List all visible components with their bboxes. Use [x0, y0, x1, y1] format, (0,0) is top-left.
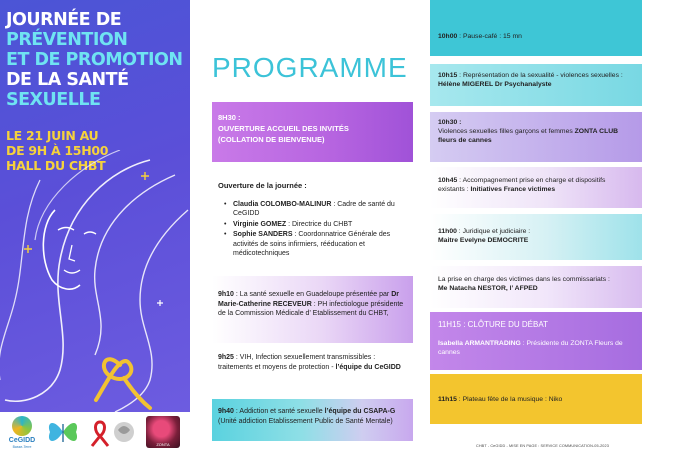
slot-text: : Addiction et santé sexuelle: [233, 408, 325, 415]
poster-title-line: SEXUELLE: [6, 90, 101, 110]
cloture-title: 11H15 : CLÔTURE DU DÉBAT: [438, 320, 548, 329]
schedule-commissariats: [430, 266, 642, 308]
slot-speaker: Initiatives France victimes: [470, 186, 556, 193]
speaker-name: Claudia COLOMBO-MALINUR: [233, 200, 332, 208]
slot-speaker: Dr Marie-Catherine RECEVEUR: [218, 291, 399, 308]
poster-title-line: JOURNÉE DE: [6, 10, 122, 30]
schedule-sante: [212, 276, 413, 343]
schedule-intro: [212, 175, 413, 267]
slot-time: 10h00: [438, 33, 458, 40]
list-item: [224, 230, 407, 259]
partner-logos: [0, 412, 190, 454]
slot-text: : Accompagnement prise en charge et dispositifs existants :: [438, 177, 606, 193]
footer-credit: CHBT - CeGIDD - MISE EN PAGE : SERVICE COMMUNICATION-05-2023: [476, 444, 609, 448]
slot-speaker: ZONTA CLUB fleurs de cannes: [438, 128, 619, 144]
slot-time: 10h45: [438, 177, 458, 184]
slot-sub: (Unité addiction Etablissement Public de Santé Mentale): [218, 417, 393, 425]
slot-time: 11h15: [438, 396, 457, 403]
programme-title: PROGRAMME: [212, 52, 408, 83]
speaker-name: Sophie SANDERS: [233, 231, 293, 238]
intro-speaker-list: [218, 200, 407, 259]
red-ribbon-logo-icon: [86, 416, 138, 448]
slot-text: Violences sexuelles filles garçons et femmes: [438, 128, 575, 135]
slot-time: 10h30 :: [438, 119, 462, 126]
slot-speaker: Me Natacha NESTOR, l’ AFPED: [438, 285, 538, 292]
slot-text: : VIH, Infection sexuellement transmissibles : traitements et moyens de protection -: [218, 354, 376, 371]
poster-title-line: DE LA SANTÉ: [6, 70, 129, 90]
slot-text: La prise en charge des victimes dans les commissariats :: [438, 276, 610, 283]
schedule-cloture: [430, 312, 642, 370]
speaker-role: : Directrice du CHBT: [286, 220, 353, 228]
poster-title: [6, 10, 186, 110]
cegidd-logo-sub: Basse-Terre: [12, 445, 32, 449]
poster-title-line: ET DE PROMOTION: [6, 50, 183, 70]
slot-time: 9h40: [218, 408, 234, 415]
photo-logo-caption: ZONTA: [156, 442, 170, 447]
poster-venue: HALL DU CHBT: [6, 158, 106, 173]
slot-text: : Plateau fête de la musique : Niko: [456, 396, 563, 403]
list-item: [224, 200, 407, 219]
slot-role: : PH infectiologue présidente de la Commission Médicale d’ Etablissement du CHBT,: [218, 300, 404, 317]
slot-time: 10h15: [438, 72, 458, 79]
slot-time: 9h10: [218, 291, 234, 298]
zonta-photo-logo: [146, 416, 180, 448]
slot-speaker: l’équipe du CeGIDD: [335, 363, 401, 371]
schedule-juridique: [430, 214, 642, 260]
speaker-role: : Cadre de santé du CeGIDD: [233, 200, 395, 217]
speaker-role: : Coordonnatrice Générale des activités de soins infirmiers, rééducation et médicotechniques: [233, 231, 391, 257]
poster-panel: [0, 0, 190, 412]
cegidd-emblem-icon: [12, 416, 32, 436]
slot-text: : Pause-café : 15 mn: [457, 33, 522, 40]
slot-speaker: Isabella ARMANTRADING: [438, 340, 521, 347]
schedule-pause: [430, 0, 642, 56]
slot-time: 9h25: [218, 354, 234, 361]
slot-speaker: Maitre Evelyne DEMOCRITE: [438, 237, 529, 244]
poster-date-line: DE 9H À 15H00: [6, 143, 109, 158]
poster-title-line: PRÉVENTION: [6, 30, 128, 50]
schedule-vih: [212, 347, 413, 397]
cegidd-logo: [2, 416, 42, 448]
schedule-accompagnement: [430, 167, 642, 208]
list-item: [224, 220, 407, 230]
speaker-name: Virginie GOMEZ: [233, 220, 287, 228]
opening-line: (COLLATION DE BIENVENUE): [218, 135, 325, 144]
slot-speaker: Hélène MIGEREL Dr Psychanalyste: [438, 81, 552, 88]
butterfly-logo-icon: [46, 416, 80, 448]
slot-text: : Juridique et judiciaire :: [456, 228, 531, 235]
slot-speaker: l’équipe du CSAPA-G: [324, 408, 396, 415]
opening-time: 8H30 :: [218, 113, 241, 122]
intro-heading: Ouverture de la journée :: [218, 181, 307, 190]
schedule-musique: [430, 374, 642, 424]
slot-text: : La santé sexuelle en Guadeloupe présentée par: [233, 291, 390, 298]
cegidd-logo-name: CeGIDD: [8, 437, 36, 444]
schedule-opening: [212, 102, 413, 162]
schedule-csapa: [212, 399, 413, 441]
opening-line: OUVERTURE ACCUEIL DES INVITÉS: [218, 124, 349, 133]
slot-text: : Représentation de la sexualité - violences sexuelles :: [457, 72, 623, 79]
woman-face-illustration: [0, 150, 190, 412]
poster-date-line: LE 21 JUIN AU: [6, 128, 99, 143]
schedule-violences: [430, 112, 642, 162]
slot-text: : Présidente du ZONTA Fleurs de cannes: [438, 340, 623, 356]
schedule-representation: [430, 64, 642, 106]
slot-time: 11h00: [438, 228, 457, 235]
